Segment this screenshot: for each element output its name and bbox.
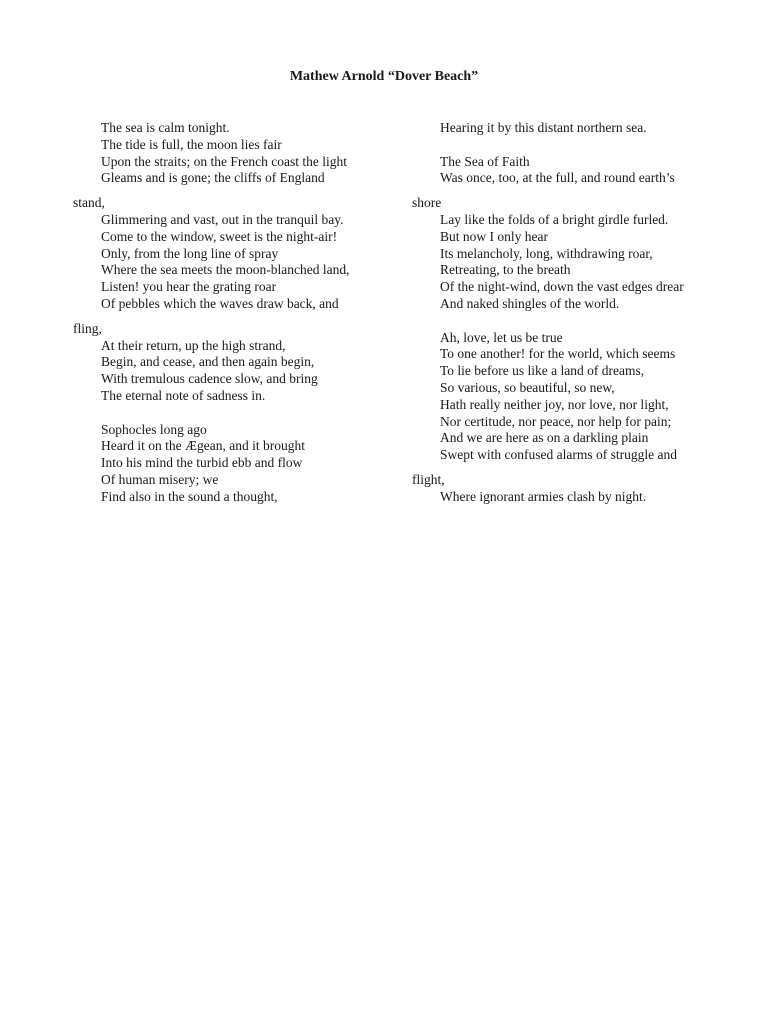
poem-line: flight, [412,471,445,487]
poem-line: So various, so beautiful, so new, [440,379,615,395]
poem-line: And we are here as on a darkling plain [440,430,649,446]
stanza-break [412,313,752,330]
poem-line: Was once, too, at the full, and round earth’s [440,170,675,186]
poem-line: Of human misery; we [101,471,219,487]
poem-line: Hath really neither joy, nor love, nor light, [440,396,669,412]
poem-line: Glimmering and vast, out in the tranquil bay. [101,211,344,227]
poem-line: Into his mind the turbid ebb and flow [101,455,303,471]
poem-line: Of the night-wind, down the vast edges drear [440,279,684,295]
poem-line: To lie before us like a land of dreams, [440,363,645,379]
poem-line: Ah, love, let us be true [440,329,563,345]
poem-column-right [412,120,752,506]
poem-line: To one another! for the world, which seems [440,346,676,362]
poem-line: Listen! you hear the grating roar [101,279,277,295]
poem-line: Find also in the sound a thought, [101,488,278,504]
poem-line: Gleams and is gone; the cliffs of England [101,170,325,186]
poem-line: The Sea of Faith [440,153,530,169]
poem-line: Come to the window, sweet is the night-air! [101,228,338,244]
poem-line: Where ignorant armies clash by night. [440,488,647,504]
poem-title: Mathew Arnold “Dover Beach” [289,69,479,84]
poem-line: Its melancholy, long, withdrawing roar, [440,245,653,261]
poem-line: Retreating, to the breath [440,262,571,278]
poem-line: And naked shingles of the world. [440,295,620,311]
poem-line: Of pebbles which the waves draw back, and [101,295,339,311]
poem-line: Nor certitude, nor peace, nor help for pain; [440,413,672,429]
poem-line: shore [412,195,442,211]
poem-line: But now I only hear [440,228,548,244]
poem-line: Heard it on the Ægean, and it brought [101,438,305,454]
stanza-break [73,405,403,422]
poem-line: The eternal note of sadness in. [101,387,266,403]
poem-line: Lay like the folds of a bright girdle furled. [440,211,669,227]
poem-line: fling, [73,320,102,336]
poem-line: Upon the straits; on the French coast the light [101,153,347,169]
poem-line: Sophocles long ago [101,421,207,437]
stanza-break [412,137,752,154]
poem-line: Hearing it by this distant northern sea. [440,120,647,135]
poem-line: Begin, and cease, and then again begin, [101,354,315,370]
poem-line: The sea is calm tonight. [101,120,230,135]
poem-line: Where the sea meets the moon-blanched land, [101,262,350,278]
poem-column-left [73,120,403,506]
poem-line: stand, [73,195,105,211]
poem-line: Only, from the long line of spray [101,245,279,261]
poem-line: At their return, up the high strand, [101,337,286,353]
poem-line: Swept with confused alarms of struggle and [440,447,677,463]
poem-line: With tremulous cadence slow, and bring [101,371,318,387]
poem-line: The tide is full, the moon lies fair [101,136,282,152]
